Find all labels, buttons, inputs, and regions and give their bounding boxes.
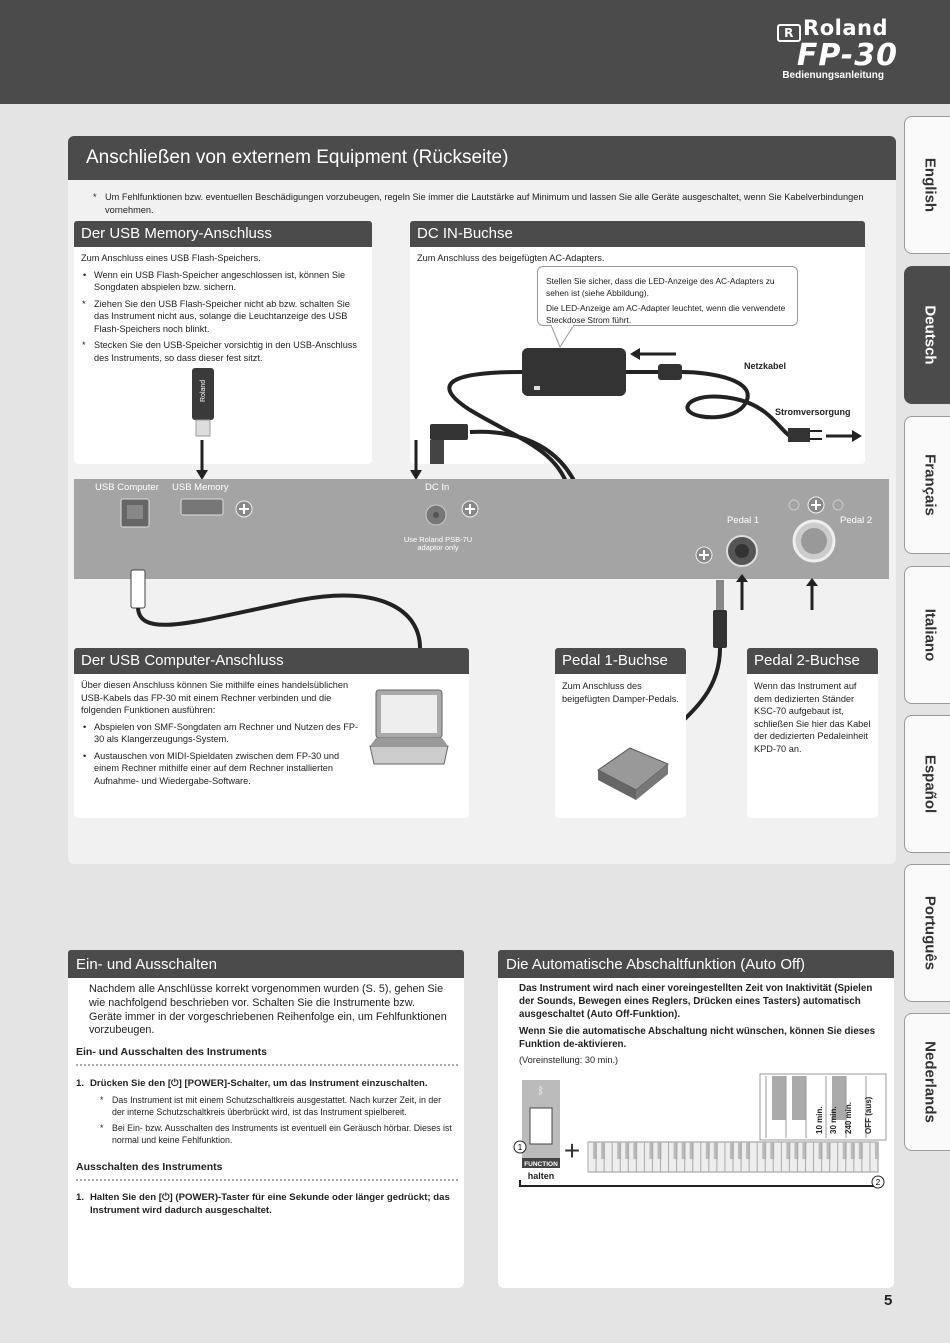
usb-memory-title: Der USB Memory-Anschluss [74, 221, 372, 247]
tab-english[interactable]: English [904, 116, 950, 254]
usb-computer-label: USB Computer [95, 482, 159, 493]
tab-deutsch[interactable]: Deutsch [904, 266, 950, 404]
usb-computer-text [81, 679, 366, 791]
power-off-step-text: Halten Sie den [⏻] (POWER)-Taster für eine Sekunde oder länger gedrückt; das Instrument wird dadurch ausgeschaltet. [90, 1192, 450, 1216]
auto-off-para-2: Wenn Sie die automatische Abschaltung nicht wünschen, können Sie dieses Funktion de-aktivieren. [519, 1026, 876, 1050]
power-off-step [76, 1191, 456, 1217]
dc-in-title: DC IN-Buchse [410, 221, 865, 247]
pedal2-text: Wenn das Instrument auf dem dedizierten Ständer KSC-70 aufgebaut ist, schließen Sie hier das Kabel der dedizierten Pedaleinheit KPD-70 an. [754, 681, 871, 754]
key-label-240: 240 min. [844, 1101, 853, 1134]
usb-computer-bullet-1: • Abspielen von SMF-Songdaten am Rechner und Nutzen des FP-30 als Klangerzeugungs-System. [81, 721, 366, 746]
tab-italiano[interactable]: Italiano [904, 566, 950, 704]
keyboard-black-key [875, 1142, 879, 1159]
key-label-10: 10 min. [815, 1106, 824, 1134]
step-2-marker: 2 [875, 1178, 881, 1187]
usb-stick-logo: Roland [200, 379, 207, 402]
tab-nederlands[interactable]: Nederlands [904, 1013, 950, 1151]
usb-memory-bullet: • Wenn ein USB Flash-Speicher angeschlossen ist, können Sie Songdaten abspielen bzw. sichern. [81, 269, 367, 294]
usb-memory-label: USB Memory [172, 482, 229, 493]
key-label-30: 30 min. [829, 1106, 838, 1134]
laptop-illustration [366, 688, 452, 768]
auto-off-text [519, 982, 883, 1055]
power-title: Ein- und Ausschalten [68, 950, 464, 978]
power-on-step [76, 1077, 456, 1090]
power-intro: Nachdem alle Anschlüsse korrekt vorgenommen wurden (S. 5), gehen Sie wie nachfolgend beschrieben vor. Schalten Sie die Instrumente bzw. Geräte immer in der vorgeschriebenen Reihenfolge ein, um Fehlfunktionen vorzubeugen. [89, 983, 447, 1037]
power-on-step-text: Drücken Sie den [⏻] [POWER]-Schalter, um das Instrument einzuschalten. [90, 1078, 428, 1089]
damper-pedal-illustration [590, 730, 680, 800]
usb-memory-note-2: * Stecken Sie den USB-Speicher vorsichtig in den USB-Anschluss des Instruments, so dass dieser fest sitzt. [81, 339, 367, 364]
dc-in-label: DC In [425, 482, 450, 493]
callout-line-2: Die LED-Anzeige am AC-Adapter leuchtet, wenn die verwendete Steckdose Strom führt. [546, 303, 786, 325]
auto-off-para-1: Das Instrument wird nach einer voreingestellten Zeit von Inaktivität (Spielen der Sounds, Bewegen eines Reglers, Drücken eines Tasters) automatisch ausgeschaltet (Auto Off-Funktion). [519, 983, 873, 1020]
bluetooth-icon: ᛒ [538, 1086, 544, 1097]
power-off-heading: Ausschalten des Instruments [76, 1161, 458, 1181]
jack-plug-icon [716, 580, 724, 610]
plus-icon: + [563, 1135, 581, 1166]
adaptor-note-line-2: adaptor only [417, 543, 459, 552]
warning-text: * Um Fehlfunktionen bzw. eventuellen Beschädigungen vorzubeugen, regeln Sie immer die Lautstärke auf Minimum und lassen Sie alle Geräte ausgeschaltet, wenn Sie Kabelverbindungen vornehmen. [92, 191, 872, 216]
pedal2-title: Pedal 2-Buchse [747, 648, 878, 674]
dc-in-intro: Zum Anschluss des beigefügten AC-Adapters. [417, 253, 605, 263]
auto-off-default: (Voreinstellung: 30 min.) [519, 1055, 619, 1065]
usb-memory-intro: Zum Anschluss eines USB Flash-Speichers. [81, 253, 261, 263]
auto-off-title: Die Automatische Abschaltfunktion (Auto Off) [498, 950, 894, 978]
power-on-notes [99, 1094, 455, 1150]
usb-computer-title: Der USB Computer-Anschluss [74, 648, 469, 674]
auto-off-diagram [510, 1072, 890, 1192]
power-cord-label: Netzkabel [744, 361, 787, 371]
usb-computer-bullet-2: • Austauschen von MIDI-Spieldaten zwischen dem FP-30 und einem Rechner mithilfe einer auf dem Rechner installierten Aufnahme- und Wiedergabe-Software. [81, 750, 366, 788]
pedal2-label: Pedal 2 [840, 515, 873, 526]
step-1-marker: 1 [517, 1143, 523, 1152]
page-number: 5 [884, 1292, 893, 1309]
pedal1-text: Zum Anschluss des beigefügten Damper-Pedals. [562, 681, 679, 704]
pedal1-label: Pedal 1 [727, 515, 760, 526]
tab-espanol[interactable]: Español [904, 715, 950, 853]
power-on-note-1: * Das Instrument ist mit einem Schutzschaltkreis ausgestattet. Nach kurzer Zeit, in der der interne Schutzschaltkreis überbrückt wird, ist das Instrument spielbereit. [99, 1094, 455, 1118]
power-off-step-number: 1. [76, 1192, 85, 1203]
power-on-note-2: * Bei Ein- bzw. Ausschalten des Instruments ist eventuell ein Geräusch hörbar. Dieses ist normal und keine Fehlfunktion. [99, 1122, 455, 1146]
usb-plug-icon [131, 570, 145, 608]
power-on-heading: Ein- und Ausschalten des Instruments [76, 1046, 458, 1066]
manual-title: Bedienungsanleitung [782, 70, 884, 81]
outlet-label: Stromversorgung [775, 407, 851, 417]
roland-mark-icon: R [777, 24, 801, 42]
function-label: FUNCTION [524, 1161, 558, 1168]
connections-title: Anschließen von externem Equipment (Rückseite) [68, 136, 896, 180]
model-logo: FP-30 [796, 38, 898, 73]
callout-line-1: Stellen Sie sicher, dass die LED-Anzeige des AC-Adapters zu sehen ist (siehe Abbildung). [546, 276, 775, 298]
hold-label: halten [527, 1171, 555, 1181]
brand-name: Roland [803, 16, 888, 40]
tab-portugues[interactable]: Português [904, 864, 950, 1002]
adaptor-note-line-1: Use Roland PSB-7U [403, 535, 473, 544]
tab-francais[interactable]: Français [904, 416, 950, 554]
key-label-off: OFF (aus) [864, 1096, 873, 1134]
power-on-step-number: 1. [76, 1078, 85, 1089]
usb-computer-intro: Über diesen Anschluss können Sie mithilfe eines handelsüblichen USB-Kabels das FP-30 mit einem Rechner verbinden und die folgenden Funktionen ausführen: [81, 680, 349, 715]
usb-memory-note-1: * Ziehen Sie den USB Flash-Speicher nicht ab bzw. schalten Sie das Instrument nicht aus, solange die Leuchtanzeige des USB Flash-Speichers noch blinkt. [81, 298, 367, 336]
pedal1-title: Pedal 1-Buchse [555, 648, 686, 674]
